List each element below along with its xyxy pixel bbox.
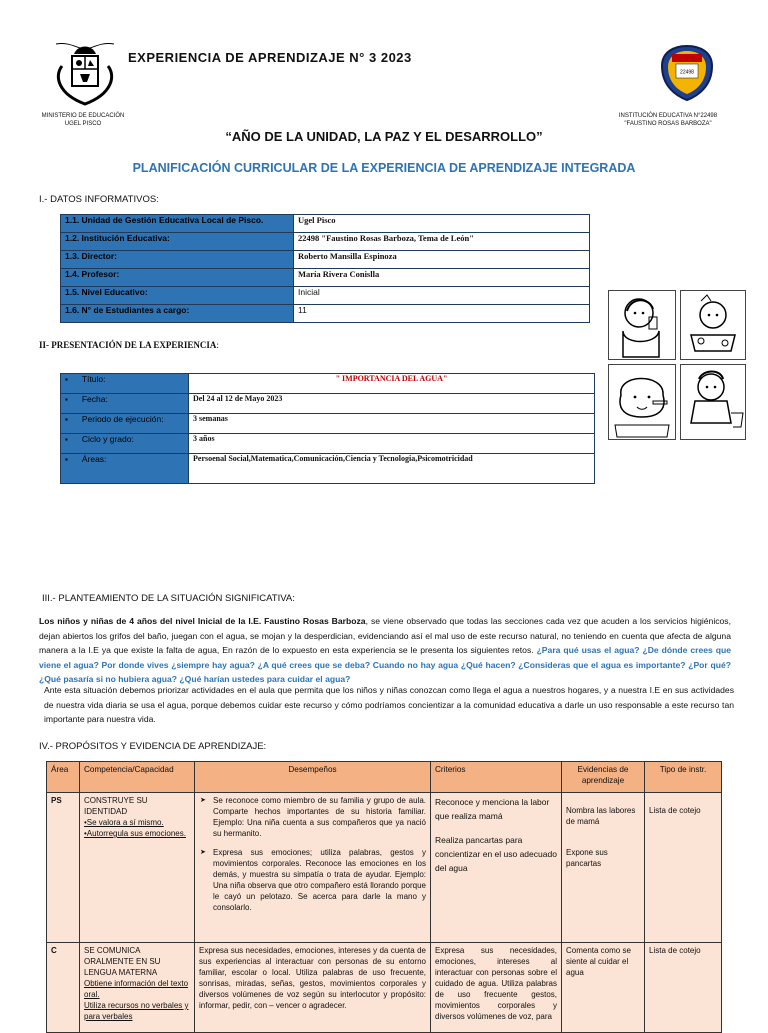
- area-cell: PS: [47, 793, 80, 943]
- table-row: [61, 233, 590, 251]
- year-motto: “AÑO DE LA UNIDAD, LA PAZ Y EL DESARROLLO”: [225, 129, 543, 144]
- evidencia-item: Nombra las labores de mamá: [566, 806, 636, 826]
- experience-label: ▪ Periodo de ejecución:: [61, 414, 189, 434]
- header-evidencias: Evidencias de aprendizaje: [562, 762, 645, 793]
- section4-heading: IV.- PROPÓSITOS Y EVIDENCIA DE APRENDIZAJE:: [39, 741, 267, 752]
- table-row: [61, 374, 595, 394]
- table-row: [61, 251, 590, 269]
- situation-paragraph-2: Ante esta situación debemos priorizar actividades en el aula que permita que los niños y niñas conozcan como llega el agua a nuestros hogares, y a nuestra I.E en sus actividades de nuestra vida diaria se usa el agua, porque debemos cuidar este recurso y cómo podríamos concientizar a la comunidad educativa a darle un uso responsable a este recurso tan importante para nuestra vida.: [44, 685, 734, 724]
- info-label: 1.4. Profesor:: [61, 269, 294, 287]
- capacidad-item: Obtiene información del texto oral.: [84, 979, 189, 999]
- experience-value: Del 24 al 12 de Mayo 2023: [189, 394, 595, 414]
- info-value: Inicial: [294, 287, 590, 305]
- experience-value: 3 años: [189, 434, 595, 454]
- capacidad-item: •Se valora a sí mismo.: [84, 818, 164, 827]
- section2-heading: II- PRESENTACIÓN DE LA EXPERIENCIA:: [39, 340, 219, 350]
- info-label: 1.2. Institución Educativa:: [61, 233, 294, 251]
- experience-value: " IMPORTANCIA DEL AGUA": [189, 374, 595, 394]
- table-row: [61, 269, 590, 287]
- criterio-item: Reconoce y menciona la labor que realiza mamá: [435, 797, 550, 821]
- experience-label: ▪ Fecha:: [61, 394, 189, 414]
- table-row: [61, 215, 590, 233]
- child-at-sink-illustration: [680, 364, 746, 440]
- table-row: [61, 434, 595, 454]
- info-value: 11: [294, 305, 590, 323]
- info-label: 1.1. Unidad de Gestión Educativa Local de Pisco.: [61, 215, 294, 233]
- ugel-name: UGEL PISCO: [64, 121, 102, 127]
- info-value: 22498 "Faustino Rosas Barboza, Tema de León": [294, 233, 590, 251]
- criterios-cell: Expresa sus necesidades, emociones, intereses al interactuar con personas sobre el cuidado de agua. Utiliza palabras de uso frecuente gestos, movimientos corporales y diversos volúmenes de voz, para: [431, 943, 562, 1033]
- header-area: Área: [47, 762, 80, 793]
- desempeno-item: ➤ Expresa sus emociones; utiliza palabras, gestos y movimientos corporales. Reconoce las emociones en los demás, y muestra su simpatía o trata de ayudar. Ejemplo: Una niña observa que otro compañero está llorando porque le cayó un pelotazo. Se acerca para darle la mano y consolarlo.: [213, 847, 426, 913]
- document-title: EXPERIENCIA DE APRENDIZAJE N° 3 2023: [128, 50, 412, 65]
- competencia-cell: [80, 793, 195, 943]
- competencia-title: CONSTRUYE SU IDENTIDAD: [84, 796, 148, 816]
- table-row: [61, 454, 595, 484]
- peru-coat-of-arms-logo: [52, 36, 118, 108]
- table-row: [47, 793, 722, 943]
- purposes-table: [46, 761, 722, 1033]
- plan-title: PLANIFICACIÓN CURRICULAR DE LA EXPERIENCIA DE APRENDIZAJE INTEGRADA: [132, 161, 636, 175]
- situation-body: , se viene observado que todas las secciones cada vez que acuden a los servicios higiénicos, dejan abiertos los grifos del baño, juegan con el agua, se mojan y la desperdician, evidenciando así el mal uso de este recurso natural, no teniendo en cuenta que afecta de alguna manera a la I.E ya que existe la falta de agua, En razón de lo expuesto en esta experiencia se le presenta los siguientes retos.: [39, 616, 731, 655]
- section1-heading: I.- DATOS INFORMATIVOS:: [39, 194, 159, 205]
- capacidad-item: Utiliza recursos no verbales y para verbales: [84, 1001, 189, 1021]
- ministry-name: MINISTERIO DE EDUCACIÓN: [41, 113, 125, 119]
- experience-table: [60, 373, 595, 484]
- evidencias-cell: [562, 793, 645, 943]
- info-table: [60, 214, 590, 323]
- child-drinking-water-illustration: [608, 290, 676, 360]
- header-desempenos: Desempeños: [195, 762, 431, 793]
- experience-value: 3 semanas: [189, 414, 595, 434]
- info-value: Roberto Mansilla Espinoza: [294, 251, 590, 269]
- school-badge-logo: [660, 44, 714, 102]
- competencia-title: SE COMUNICA ORALMENTE EN SU LENGUA MATERNA: [84, 946, 161, 977]
- experience-label: ▪ Ciclo y grado:: [61, 434, 189, 454]
- purposes-header-row: [47, 762, 722, 793]
- header-criterios: Criterios: [431, 762, 562, 793]
- child-washing-hands-illustration: [680, 290, 746, 360]
- experience-value: Persoenal Social,Matematica,Comunicación,Ciencia y Tecnologia,Psicomotricidad: [189, 454, 595, 484]
- desempenos-cell: Expresa sus necesidades, emociones, intereses y da cuenta de sus experiencias al interactuar con personas de su entorno familiar, escolar o local. Utiliza palabras de uso frecuente, sonrisas, miradas, señas, gestos, movimientos corporales y diversos volúmenes de voz según su interlocutor y propósito: informar, pedir, con – vencer o agradecer.: [195, 943, 431, 1033]
- institution-label: [606, 112, 730, 128]
- institution-name: "FAUSTINO ROSAS BARBOZA": [624, 121, 712, 127]
- challenge-questions: ¿Para qué usas el agua? ¿De dónde crees que viene el agua? Por donde vives ¿siempre hay agua? ¿A qué crees que se deba? Cuando no hay agua ¿Qué hacen? ¿Consideras que el agua es importante? ¿Por qué? ¿Qué pasaría si no hubiera agua? ¿Qué harían ustedes para cuidar el agua?: [39, 645, 732, 684]
- situation-lead: Los niños y niñas de 4 años del nivel Inicial de la I.E. Faustino Rosas Barboza: [39, 616, 366, 626]
- header-competencia: Competencia/Capacidad: [80, 762, 195, 793]
- header-tipo-instr: Tipo de instr.: [645, 762, 722, 793]
- ministry-label: [38, 112, 128, 128]
- evidencia-item: Expone sus pancartas: [566, 848, 608, 868]
- instrumento-cell: Lista de cotejo: [645, 793, 722, 943]
- institution-number: INSTITUCIÓN EDUCATIVA N°22498: [618, 113, 718, 119]
- table-row: [61, 287, 590, 305]
- capacidad-item: •Autorregula sus emociones.: [84, 829, 186, 838]
- info-label: 1.6. N° de Estudiantes a cargo:: [61, 305, 294, 323]
- svg-text:22498: 22498: [680, 69, 694, 76]
- desempenos-cell: [195, 793, 431, 943]
- evidencias-cell: Comenta como se siente al cuidar el agua: [562, 943, 645, 1033]
- experience-label: ▪ Título:: [61, 374, 189, 394]
- instrumento-cell: Lista de cotejo: [645, 943, 722, 1033]
- criterio-item: Realiza pancartas para concientizar en el uso adecuado del agua: [435, 835, 557, 873]
- desempeno-item: ➤ Se reconoce como miembro de su familia y grupo de aula. Comparte hechos importantes de su historia familiar. Ejemplo: Una niña cuenta a sus compañeros que ya nació su hermanito.: [213, 795, 426, 839]
- competencia-cell: [80, 943, 195, 1033]
- section3-heading: III.- PLANTEAMIENTO DE LA SITUACIÓN SIGNIFICATIVA:: [42, 593, 295, 604]
- situation-paragraph: [39, 614, 731, 687]
- table-row: [61, 394, 595, 414]
- info-label: 1.3. Director:: [61, 251, 294, 269]
- table-row: [47, 943, 722, 1033]
- table-row: [61, 305, 590, 323]
- info-value: Ugel Pisco: [294, 215, 590, 233]
- info-value: María Rivera Conislla: [294, 269, 590, 287]
- info-label: 1.5. Nivel Educativo:: [61, 287, 294, 305]
- area-cell: C: [47, 943, 80, 1033]
- table-row: [61, 414, 595, 434]
- child-brushing-teeth-illustration: [608, 364, 676, 440]
- experience-label: ▪ Áreas:: [61, 454, 189, 484]
- criterios-cell: [431, 793, 562, 943]
